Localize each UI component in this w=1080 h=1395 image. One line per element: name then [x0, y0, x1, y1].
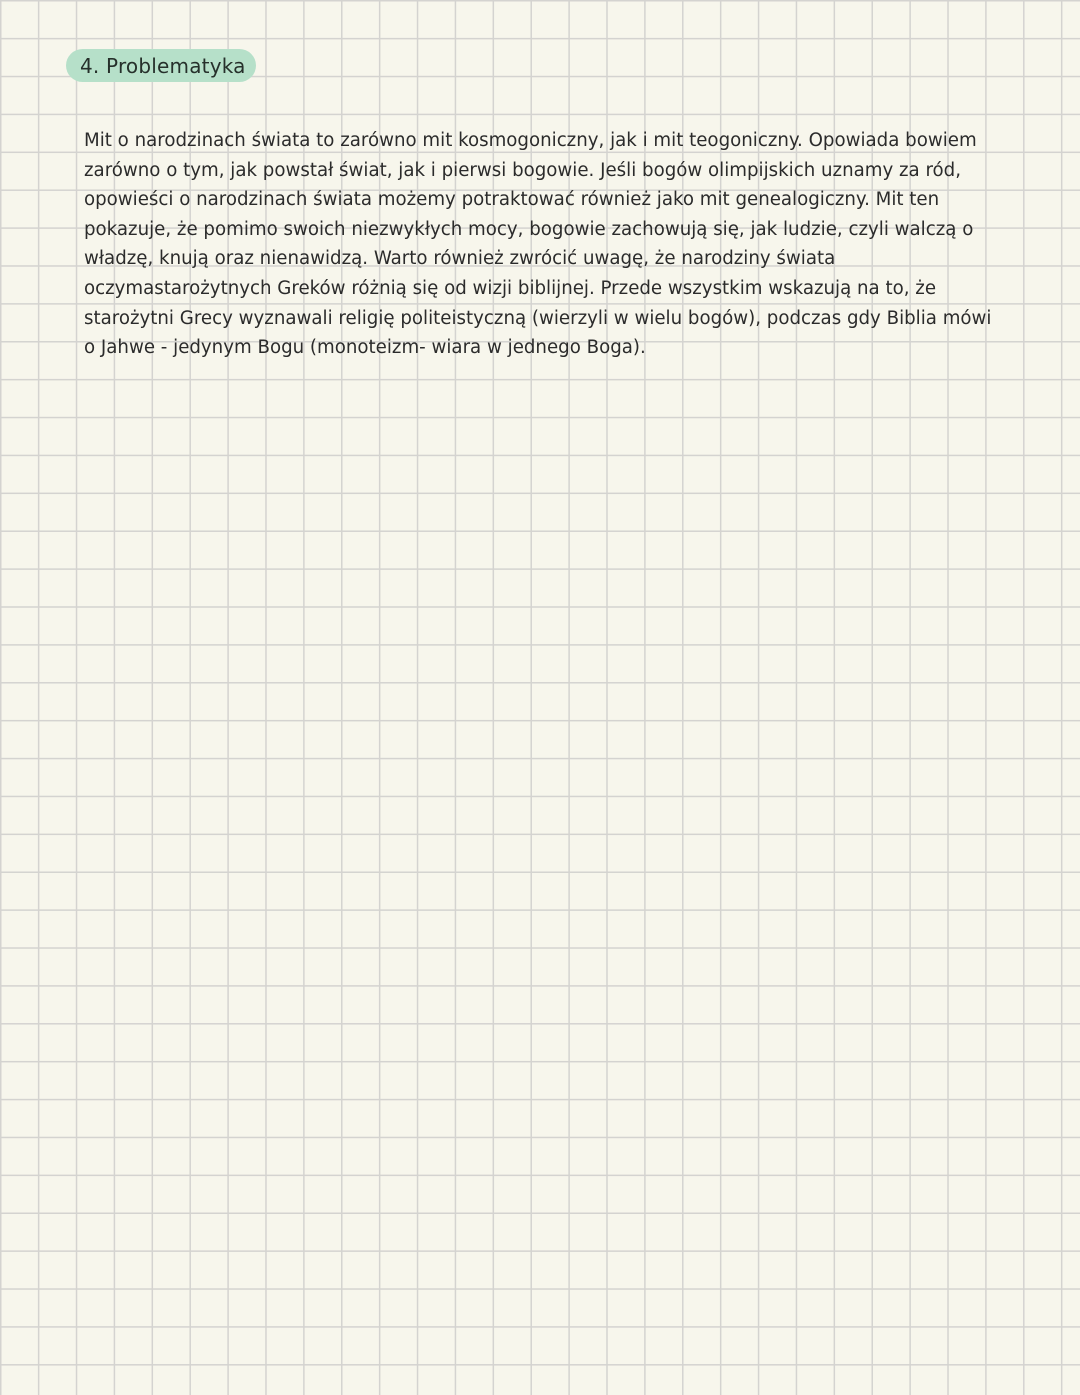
paragraph-line: opowieści o narodzinach świata możemy potraktować również jako mit genealogiczny. Mit ten: [84, 189, 940, 211]
paragraph-line: pokazuje, że pomimo swoich niezwykłych mocy, bogowie zachowują się, jak ludzie, czyli walczą o: [84, 218, 974, 240]
paragraph-line: starożytni Grecy wyznawali religię politeistyczną (wierzyli w wielu bogów), podczas gdy Biblia mówi: [84, 307, 992, 329]
paragraph-line: oczymastarożytnych Greków różnią się od wizji biblijnej. Przede wszystkim wskazują na to, że: [84, 277, 937, 299]
section-heading: 4. Problematyka: [80, 53, 246, 78]
paragraph-line: zarówno o tym, jak powstał świat, jak i pierwsi bogowie. Jeśli bogów olimpijskich uznamy za ród,: [84, 159, 962, 181]
paragraph-line: o Jahwe - jedynym Bogu (monoteizm- wiara w jednego Boga).: [84, 337, 646, 359]
paragraph-line: władzę, knują oraz nienawidzą. Warto również zwrócić uwagę, że narodziny świata: [84, 248, 836, 270]
paragraph: [84, 126, 1044, 363]
section-heading-highlight: [66, 49, 256, 82]
paragraph-line: Mit o narodzinach świata to zarówno mit kosmogoniczny, jak i mit teogoniczny. Opowiada bowiem: [84, 130, 977, 151]
